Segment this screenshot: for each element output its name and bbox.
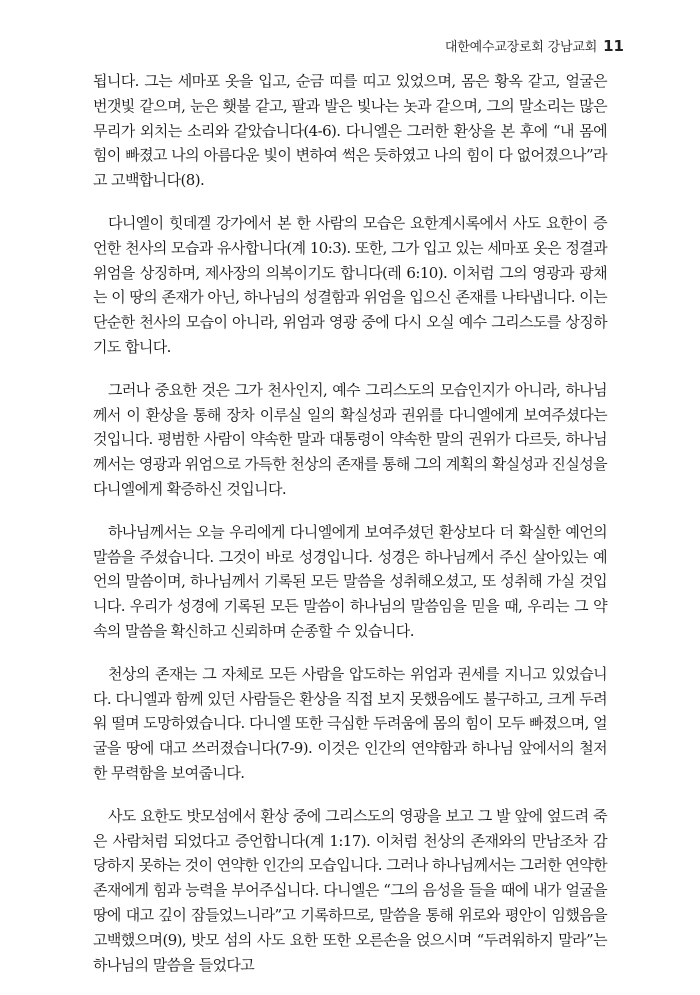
paragraph: 그러나 중요한 것은 그가 천사인지, 예수 그리스도의 모습인지가 아니라, 하나님께서 이 환상을 통해 장차 이루실 일의 확실성과 권위를 다니엘에게 보여주셨다는 것입니다. 평범한 사람이 약속한 말과 대통령이 약속한 말의 권위가 다르듯, 하나님께서는 영광과 위엄으로 가득한 천상의 존재를 통해 그의 계획의 확실성과 진실성을 다니엘에게 확증하신 것입니다. <box>93 380 607 498</box>
page-number: 11 <box>603 37 624 55</box>
church-name: 대한예수교장로회 강남교회 <box>444 40 598 55</box>
running-header <box>445 36 624 55</box>
paragraph: 다니엘이 힛데겔 강가에서 본 한 사람의 모습은 요한계시록에서 사도 요한이 증언한 천사의 모습과 유사합니다(계 10:3). 또한, 그가 입고 있는 세마포 옷은 정결과 위엄을 상징하며, 제사장의 의복이기도 합니다(레 6:10). 이처럼 그의 영광과 광채는 이 땅의 존재가 아닌, 하나님의 성결함과 위엄을 입으신 존재를 나타냅니다. 이는 단순한 천사의 모습이 아니라, 위엄과 영광 중에 다시 오실 예수 그리스도를 상징하기도 합니다. <box>93 213 607 356</box>
paragraph: 사도 요한도 밧모섬에서 환상 중에 그리스도의 영광을 보고 그 발 앞에 엎드려 죽은 사람처럼 되었다고 증언합니다(계 1:17). 이처럼 천상의 존재와의 만남조차 감당하지 못하는 것이 연약한 인간의 모습입니다. 그러나 하나님께서는 그러한 연약한 존재에게 힘과 능력을 부어주십니다. 다니엘은 “그의 음성을 들을 때에 내가 얼굴을 땅에 대고 깊이 잠들었느니라”고 기록하므로, 말씀을 통해 위로와 평안이 임했음을 고백했으며(9), 밧모 섬의 사도 요한 또한 오른손을 얹으시며 “두려워하지 말라”는 하나님의 말씀을 들었다고 <box>93 806 607 974</box>
paragraph: 하나님께서는 오늘 우리에게 다니엘에게 보여주셨던 환상보다 더 확실한 예언의 말씀을 주셨습니다. 그것이 바로 성경입니다. 성경은 하나님께서 주신 살아있는 예언의 말씀이며, 하나님께서 기록된 모든 말씀을 성취해오셨고, 또 성취해 가실 것입니다. 우리가 성경에 기록된 모든 말씀이 하나님의 말씀임을 믿을 때, 우리는 그 약속의 말씀을 확신하고 신뢰하며 순종할 수 있습니다. <box>93 522 607 640</box>
body-text <box>93 69 607 995</box>
paragraph: 됩니다. 그는 세마포 옷을 입고, 순금 띠를 띠고 있었으며, 몸은 황옥 같고, 얼굴은 번갯빛 같으며, 눈은 횃불 같고, 팔과 발은 빛나는 놋과 같으며, 그의 말소리는 많은 무리가 외치는 소리와 같았습니다(4-6). 다니엘은 그러한 환상을 본 후에 “내 몸에 힘이 빠졌고 나의 아름다운 빛이 변하여 썩은 듯하였고 나의 힘이 다 없어졌으나”라고 고백합니다(8). <box>93 72 607 190</box>
paragraph: 천상의 존재는 그 자체로 모든 사람을 압도하는 위엄과 권세를 지니고 있었습니다. 다니엘과 함께 있던 사람들은 환상을 직접 보지 못했음에도 불구하고, 크게 두려워 떨며 도망하였습니다. 다니엘 또한 극심한 두려움에 몸의 힘이 모두 빠졌으며, 얼굴을 땅에 대고 쓰러졌습니다(7-9). 이것은 인간의 연약함과 하나님 앞에서의 철저한 무력함을 보여줍니다. <box>93 664 607 782</box>
